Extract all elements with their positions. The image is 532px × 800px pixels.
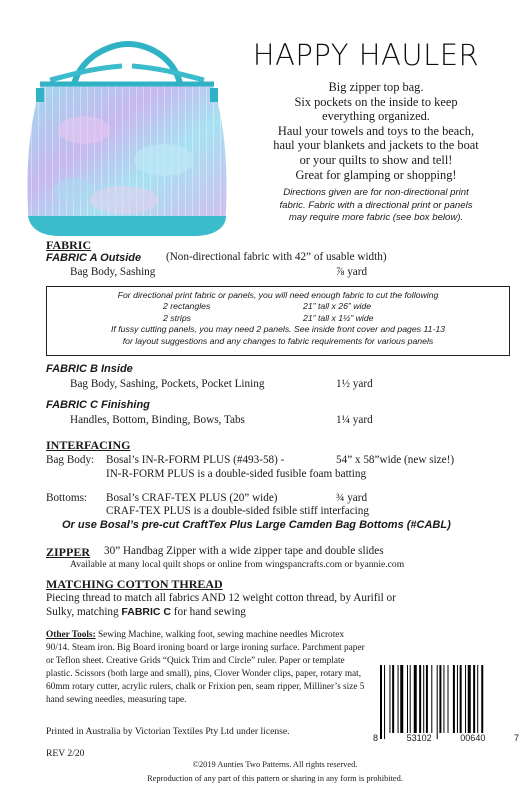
fabric-c-label: FABRIC C Finishing xyxy=(46,399,150,411)
zipper-text: 30” Handbag Zipper with a wide zipper tape and double slides xyxy=(104,545,384,557)
barcode-bar xyxy=(392,665,394,733)
thread-heading: MATCHING COTTON THREAD xyxy=(46,577,223,591)
bag-body-note: IN-R-FORM PLUS is a double-sided fusible foam batting xyxy=(106,468,367,480)
pattern-title: HAPPY HAULER xyxy=(252,38,480,72)
reproduction-notice: Reproduction of any part of this pattern or sharing in any form is prohibited. xyxy=(147,774,403,783)
box-rectangles: 2 rectangles xyxy=(163,301,211,312)
copyright: ©2019 Aunties Two Patterns. All rights reserved. xyxy=(192,760,358,769)
fabric-c-qty: 1¼ yard xyxy=(336,414,373,426)
fabric-a-qty: ⅞ yard xyxy=(336,266,368,278)
revision: REV 2/20 xyxy=(46,748,85,759)
box-rectangles-size: 21” tall x 26” wide xyxy=(303,301,372,312)
barcode-bar xyxy=(448,665,449,733)
other-tools xyxy=(46,629,368,706)
bottoms-alternative: Or use Bosal’s pre-cut CraftTex Plus Large Camden Bag Bottoms (#CABL) xyxy=(62,519,451,531)
bottoms-qty: ¾ yard xyxy=(336,492,368,504)
thread-line-2-end: for hand sewing xyxy=(171,606,246,618)
note-line: may require more fabric (see box below). xyxy=(288,212,464,224)
barcode-bar xyxy=(431,665,432,739)
fabric-b-item: Bag Body, Sashing, Pockets, Pocket Lining xyxy=(70,378,265,390)
thread-fabric-c: FABRIC C xyxy=(121,606,171,618)
barcode-digit-group: 00640 xyxy=(460,733,486,743)
barcode-bar xyxy=(437,665,438,739)
barcode-bar xyxy=(423,665,424,733)
barcode-digit-group: 8 xyxy=(373,733,379,743)
thread-line-1: Piecing thread to match all fabrics AND 12 weight cotton thread, by Aurifil or xyxy=(46,592,396,604)
bottoms-note: CRAF-TEX PLUS is a double-sided fsible stiff interfacing xyxy=(106,505,369,517)
description-line: Great for glamping or shopping! xyxy=(295,167,457,182)
fabric-b-label: FABRIC B Inside xyxy=(46,363,133,375)
barcode-bar xyxy=(477,665,478,739)
bag-photo xyxy=(14,40,240,240)
box-line: If fussy cutting panels, you may need 2 panels. See inside front cover and pages 11-13 xyxy=(110,324,446,335)
description-line: Haul your towels and toys to the beach, xyxy=(277,123,475,138)
barcode-bar xyxy=(400,665,403,733)
zipper-heading: ZIPPER xyxy=(46,545,91,559)
thread-line-2 xyxy=(46,606,246,618)
directional-fabric-box xyxy=(46,286,510,356)
barcode-bar xyxy=(481,665,483,739)
fabric-a-item: Bag Body, Sashing xyxy=(70,266,156,278)
barcode-digit-group: 7 xyxy=(513,733,519,743)
barcode-bar xyxy=(443,665,444,733)
barcode-bar xyxy=(468,665,471,733)
other-tools-label: Other Tools: xyxy=(46,630,96,640)
barcode-bar xyxy=(465,665,466,733)
description-line: Big zipper top bag. xyxy=(328,80,424,94)
barcode-bar xyxy=(410,665,411,733)
barcode-bar xyxy=(439,665,441,733)
box-strips: 2 strips xyxy=(163,312,192,323)
bag-body-size: 54” x 58”wide (new size!) xyxy=(336,454,455,466)
fabric-a-desc: (Non-directional fabric with 42” of usable width) xyxy=(166,251,387,263)
description-line: or your quilts to show and tell! xyxy=(299,152,453,167)
printed-note: Printed in Australia by Victorian Textiles Pty Ltd under license. xyxy=(46,726,290,737)
fabric-a-label: FABRIC A Outside xyxy=(46,252,142,264)
barcode-bar xyxy=(457,665,458,733)
directions-note xyxy=(240,187,512,225)
barcode-bar xyxy=(398,665,399,733)
barcode-bar xyxy=(389,665,390,733)
box-line: for layout suggestions and any changes to fabric requirements for various panels xyxy=(122,335,434,346)
box-line: For directional print fabric or panels, you will need enough fabric to cut the following xyxy=(117,290,439,300)
fabric-heading: FABRIC xyxy=(46,238,92,252)
fabric-c-item: Handles, Bottom, Binding, Bows, Tabs xyxy=(70,414,245,426)
bag-body-product: Bosal’s IN-R-FORM PLUS (#493-58) - xyxy=(106,454,285,466)
description xyxy=(240,80,512,182)
other-tools-text: Sewing Machine, walking foot, sewing machine needles Microtex 90/14. Steam iron. Big Board ironing board or large ironing surface. Parchment paper or Teflon sheet. Creative Grids “Quick Trim and Circle” ruler. Paper or template plastic. Scissors (both large and small), pins, Clover Wonder clips, paper, rotary mat, 60mm rotary cutter, acrylic rulers, chalk or Frixion pen, seam ripper, Milliner’s size 5 hand sewing needles, measuring tape. xyxy=(46,630,365,705)
barcode-bar xyxy=(380,665,382,739)
box-strips-size: 21” tall x 1½” wide xyxy=(303,312,374,323)
thread-line-2-start: Sulky, matching xyxy=(46,606,122,618)
note-line: fabric. Fabric with a directional print or panels xyxy=(279,199,473,211)
barcode-digit-group: 53102 xyxy=(406,733,432,743)
barcode-bar xyxy=(453,665,455,733)
barcode-bar xyxy=(426,665,428,733)
barcode-bar xyxy=(407,665,408,733)
fabric-b-qty: 1½ yard xyxy=(336,378,373,390)
bottoms-label: Bottoms: xyxy=(46,492,88,504)
barcode-bar xyxy=(419,665,421,733)
zipper-availability: Available at many local quilt shops or online from wingspancrafts.com or byannie.com xyxy=(70,559,405,570)
description-line: haul your blankets and jackets to the boat xyxy=(273,138,479,153)
interfacing-heading: INTERFACING xyxy=(46,438,131,452)
barcode-bar xyxy=(384,665,385,739)
note-line: Directions given are for non-directional print xyxy=(283,187,469,198)
barcode-digits xyxy=(372,733,520,743)
description-line: Six pockets on the inside to keep xyxy=(294,94,458,109)
barcode-bar xyxy=(473,665,475,733)
description-line: everything organized. xyxy=(322,109,430,124)
barcode-bar xyxy=(460,665,462,733)
bottoms-product: Bosal’s CRAF-TEX PLUS (20” wide) xyxy=(106,492,278,504)
barcode-bar xyxy=(414,665,417,733)
bag-body-label: Bag Body: xyxy=(46,454,95,466)
